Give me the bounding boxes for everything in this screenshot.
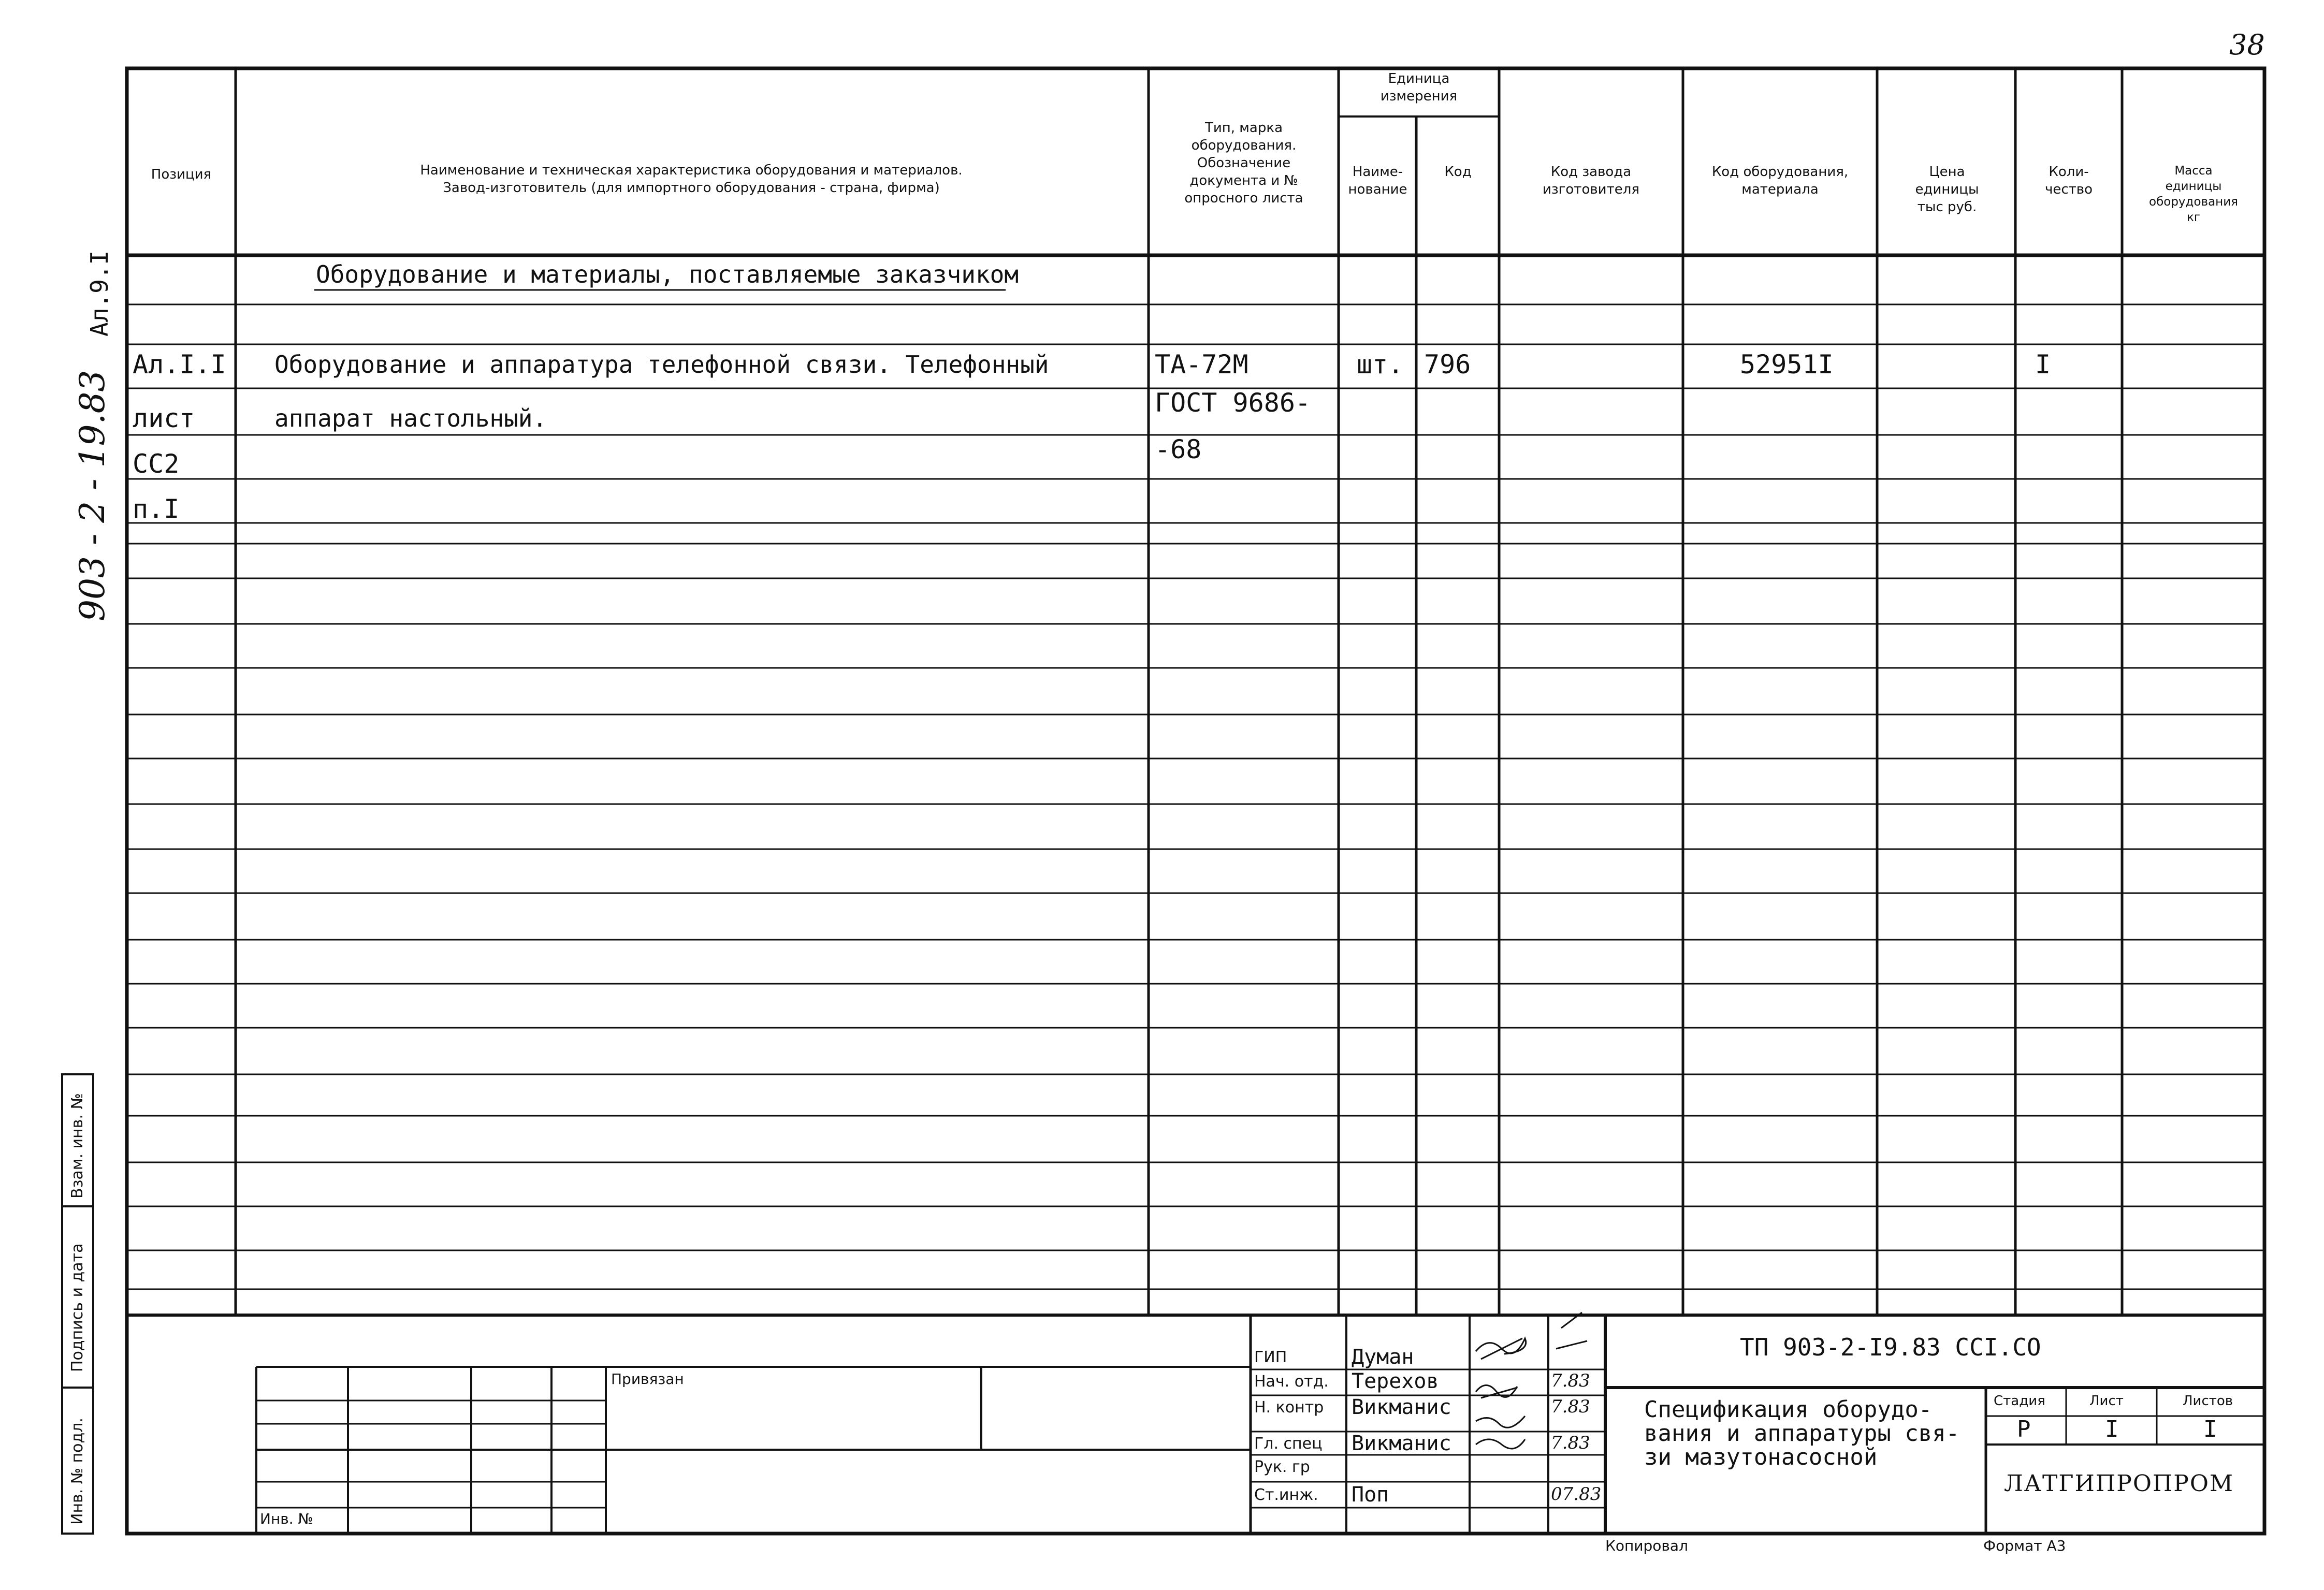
header-unit-line: Единица bbox=[1388, 71, 1450, 86]
header-type-line: Обозначение bbox=[1197, 155, 1291, 171]
stamp-role: Нач. отд. bbox=[1254, 1373, 1329, 1391]
section-title: Оборудование и материалы, поставляемые заказчиком bbox=[316, 260, 1019, 288]
stamp-person-name: Викманис bbox=[1352, 1395, 1451, 1419]
row-type: ТА-72М bbox=[1155, 349, 1248, 380]
stamp-sheet: I bbox=[2105, 1416, 2119, 1442]
margin-field-sign: Подпись и дата bbox=[68, 1243, 86, 1372]
stamp-role: Н. контр bbox=[1254, 1398, 1324, 1417]
stamp-copied: Копировал bbox=[1605, 1537, 1688, 1554]
stamp-stage-label: Стадия bbox=[1994, 1393, 2045, 1409]
row-code: 796 bbox=[1424, 349, 1471, 380]
stamp-title bbox=[1644, 1398, 1959, 1469]
row-name: Оборудование и аппаратура телефонной связи. Телефонный bbox=[274, 351, 1049, 378]
row-position: п.I bbox=[133, 494, 180, 524]
header-type-line: опросного листа bbox=[1184, 191, 1303, 206]
margin-field-replace: Взам. инв. № bbox=[68, 1093, 86, 1199]
stamp-date: 07.83 bbox=[1551, 1484, 1602, 1505]
stamp-stage: Р bbox=[2017, 1416, 2031, 1442]
stamp-date: 7.83 bbox=[1551, 1433, 1590, 1453]
header-unit-line: измерения bbox=[1380, 89, 1458, 104]
stamp-title-line: Спецификация оборудо- bbox=[1644, 1396, 1933, 1423]
stamp-title-line: вания и аппаратуры свя- bbox=[1644, 1420, 1960, 1447]
header-price bbox=[1880, 163, 2014, 216]
stamp-sheet-label: Лист bbox=[2089, 1393, 2124, 1409]
row-unit: шт. bbox=[1357, 349, 1404, 380]
header-price-line: Цена bbox=[1929, 164, 1965, 180]
stamp-person-name: Терехов bbox=[1352, 1369, 1439, 1393]
header-type-line: документа и № bbox=[1189, 173, 1298, 188]
row-type: ГОСТ 9686- bbox=[1155, 388, 1311, 418]
header-unit-name-line: нование bbox=[1348, 182, 1407, 197]
header-factory-code bbox=[1502, 163, 1680, 198]
stamp-role: ГИП bbox=[1254, 1348, 1287, 1366]
header-quantity-line: Коли- bbox=[2049, 164, 2089, 180]
stamp-role: Ст.инж. bbox=[1254, 1486, 1318, 1504]
margin-field-inv: Инв. № подл. bbox=[68, 1418, 86, 1525]
header-name-line2: Завод-изготовитель (для импортного оборудования - страна, фирма) bbox=[443, 180, 940, 196]
header-position: Позиция bbox=[151, 167, 212, 182]
header-equipment-code-line: материала bbox=[1741, 182, 1819, 197]
header-type-line: оборудования. bbox=[1191, 138, 1297, 153]
row-position: СС2 bbox=[133, 449, 180, 479]
stamp-title-line: зи мазутонасосной bbox=[1644, 1444, 1878, 1470]
stamp-organization: ЛАТГИПРОПРОМ bbox=[2004, 1470, 2234, 1497]
header-quantity-line: чество bbox=[2044, 182, 2093, 197]
header-mass-line: Масса bbox=[2174, 164, 2213, 178]
stamp-person-name: Думан bbox=[1352, 1345, 1414, 1369]
header-price-line: тыс руб. bbox=[1917, 199, 1977, 215]
stamp-designation: ТП 903-2-I9.83 ССI.СО bbox=[1740, 1333, 2041, 1361]
row-position: Ал.I.I bbox=[133, 349, 226, 380]
stamp-person-name: Поп bbox=[1352, 1483, 1389, 1507]
header-name bbox=[243, 162, 1139, 197]
stamp-sheets: I bbox=[2203, 1416, 2217, 1442]
header-name-line1: Наименование и техническая характеристика оборудования и материалов. bbox=[420, 163, 963, 178]
page-number: 38 bbox=[2229, 28, 2265, 61]
row-position: лист bbox=[133, 403, 195, 433]
stamp-inv-no: Инв. № bbox=[260, 1510, 313, 1527]
margin-doc-number: 903 - 2 - 19.83 bbox=[72, 370, 112, 621]
header-mass bbox=[2123, 163, 2264, 225]
header-type-line: Тип, марка bbox=[1205, 120, 1283, 136]
header-unit-name bbox=[1340, 163, 1415, 198]
row-type: -68 bbox=[1155, 434, 1202, 464]
header-mass-line: оборудования bbox=[2149, 195, 2238, 209]
stamp-role: Рук. гр bbox=[1254, 1458, 1310, 1476]
stamp-format: Формат А3 bbox=[1983, 1537, 2066, 1554]
header-equipment-code-line: Код оборудования, bbox=[1711, 164, 1849, 180]
stamp-person-name: Викманис bbox=[1352, 1432, 1451, 1455]
header-price-line: единицы bbox=[1915, 182, 1979, 197]
header-equipment-code bbox=[1686, 163, 1875, 198]
row-equipment-code: 52951I bbox=[1740, 349, 1834, 380]
header-mass-line: кг bbox=[2187, 211, 2200, 224]
header-unit-group bbox=[1341, 70, 1497, 105]
header-type bbox=[1151, 119, 1337, 207]
header-factory-code-line: изготовителя bbox=[1543, 182, 1639, 197]
row-name: аппарат настольный. bbox=[274, 404, 547, 432]
stamp-sheets-label: Листов bbox=[2183, 1393, 2233, 1409]
stamp-role: Гл. спец bbox=[1254, 1435, 1323, 1453]
stamp-date: 7.83 bbox=[1551, 1370, 1590, 1391]
margin-sheet-ref: Ал.9.I bbox=[85, 250, 113, 337]
header-quantity bbox=[2017, 163, 2120, 198]
stamp-date: 7.83 bbox=[1551, 1396, 1590, 1417]
header-unit-code: Код bbox=[1444, 164, 1472, 180]
header-mass-line: единицы bbox=[2165, 180, 2222, 193]
header-factory-code-line: Код завода bbox=[1550, 164, 1632, 180]
stamp-privyazan: Привязан bbox=[611, 1370, 684, 1388]
row-quantity: I bbox=[2035, 349, 2051, 380]
header-unit-name-line: Наиме- bbox=[1352, 164, 1403, 180]
